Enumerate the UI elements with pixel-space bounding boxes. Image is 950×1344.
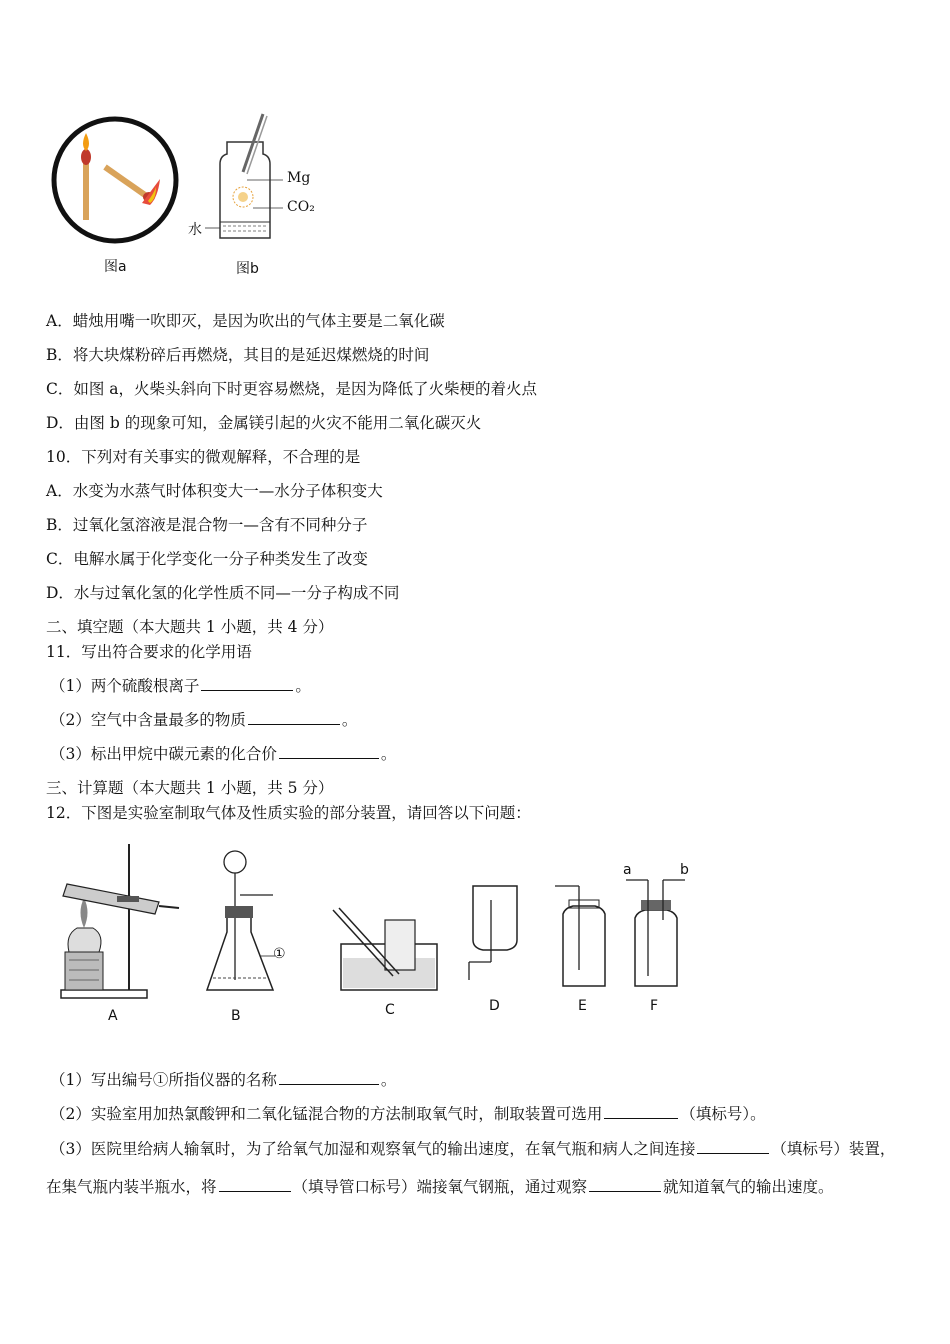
port-a-label: a — [623, 862, 632, 878]
apparatus-a — [61, 844, 179, 998]
q10-stem: 10．下列对有关事实的微观解释，不合理的是 — [46, 448, 361, 466]
port-b-label: b — [680, 862, 689, 878]
q9-option-c: C．如图 a，火柴头斜向下时更容易燃烧，是因为降低了火柴梗的着火点 — [46, 380, 538, 398]
q12-blank-5[interactable] — [589, 1177, 661, 1192]
q11-item-3-text: （3）标出甲烷中碳元素的化合价 — [50, 745, 277, 763]
q11-item-1-text: （1）两个硫酸根离子 — [50, 677, 200, 695]
figure-a — [50, 115, 185, 245]
q11-blank-2[interactable] — [248, 710, 340, 725]
apparatus-label-c: C — [385, 1002, 395, 1018]
apparatus-d — [469, 886, 517, 980]
q12-sub-1-end: 。 — [380, 1071, 397, 1089]
q11-item-3 — [50, 744, 396, 764]
q11-stem: 11．写出符合要求的化学用语 — [46, 643, 252, 661]
q10-option-d: D．水与过氧化氢的化学性质不同—一分子构成不同 — [46, 584, 400, 602]
q12-sub-3-p2: （填标号）装置，在集气瓶内装半瓶水，将 — [46, 1140, 896, 1196]
q10-option-c: C．电解水属于化学变化一分子种类发生了改变 — [46, 550, 368, 568]
apparatus-figure — [55, 840, 705, 1040]
circle-one-label: ① — [273, 946, 286, 962]
figure-b-caption: 图b — [236, 261, 259, 277]
q11-item-1 — [50, 676, 311, 696]
q12-sub-3-p4: 就知道氧气的输出速度。 — [663, 1178, 834, 1196]
q12-sub-1-text: （1）写出编号①所指仪器的名称 — [50, 1071, 277, 1089]
q11-blank-3[interactable] — [279, 744, 379, 759]
apparatus-e — [555, 886, 605, 986]
q10-option-a: A．水变为水蒸气时体积变大一—水分子体积变大 — [46, 482, 383, 500]
apparatus-f — [626, 880, 685, 986]
apparatus-label-d: D — [489, 998, 500, 1014]
q11-item-1-end: 。 — [295, 677, 311, 695]
q12-blank-2[interactable] — [604, 1104, 678, 1119]
q11-item-2 — [50, 710, 357, 730]
figure-a-caption: 图a — [104, 259, 127, 275]
apparatus-label-f: F — [650, 998, 659, 1014]
q9-option-d: D．由图 b 的现象可知，金属镁引起的火灾不能用二氧化碳灭火 — [46, 414, 482, 432]
q12-sub-1 — [50, 1070, 396, 1090]
apparatus-b — [207, 851, 275, 990]
q12-blank-1[interactable] — [279, 1070, 379, 1085]
apparatus-label-e: E — [578, 998, 587, 1014]
q12-sub-3-p3: （填导管口标号）端接氧气钢瓶，通过观察 — [292, 1178, 588, 1196]
q12-sub-3-p1: （3）医院里给病人输氧时，为了给氧气加湿和观察氧气的输出速度，在氧气瓶和病人之间连接 — [50, 1140, 696, 1158]
q12-blank-3[interactable] — [697, 1139, 769, 1154]
section-2-heading: 二、填空题（本大题共 1 小题，共 4 分） — [46, 618, 334, 636]
q11-item-2-text: （2）空气中含量最多的物质 — [50, 711, 246, 729]
q11-blank-1[interactable] — [201, 676, 293, 691]
mg-label: Mg — [287, 170, 311, 186]
q9-option-b: B．将大块煤粉碎后再燃烧，其目的是延迟煤燃烧的时间 — [46, 346, 430, 364]
q12-stem: 12．下图是实验室制取气体及性质实验的部分装置，请回答以下问题： — [46, 804, 531, 822]
q12-sub-3 — [46, 1130, 906, 1206]
q12-sub-2 — [50, 1104, 766, 1124]
q12-blank-4[interactable] — [219, 1177, 291, 1192]
apparatus-label-b: B — [231, 1008, 241, 1024]
co2-label: CO₂ — [287, 199, 315, 215]
apparatus-c — [333, 908, 437, 990]
q9-option-a: A．蜡烛用嘴一吹即灭，是因为吹出的气体主要是二氧化碳 — [46, 312, 445, 330]
apparatus-label-a: A — [108, 1008, 118, 1024]
q12-sub-2-end: （填标号）。 — [680, 1105, 766, 1123]
q11-item-2-end: 。 — [341, 711, 358, 729]
q10-option-b: B．过氧化氢溶液是混合物一—含有不同种分子 — [46, 516, 368, 534]
q12-sub-2-text: （2）实验室用加热氯酸钾和二氧化锰混合物的方法制取氧气时，制取装置可选用 — [50, 1105, 603, 1123]
section-3-heading: 三、计算题（本大题共 1 小题，共 5 分） — [46, 779, 334, 797]
q11-item-3-end: 。 — [380, 745, 397, 763]
water-label: 水 — [188, 222, 202, 238]
